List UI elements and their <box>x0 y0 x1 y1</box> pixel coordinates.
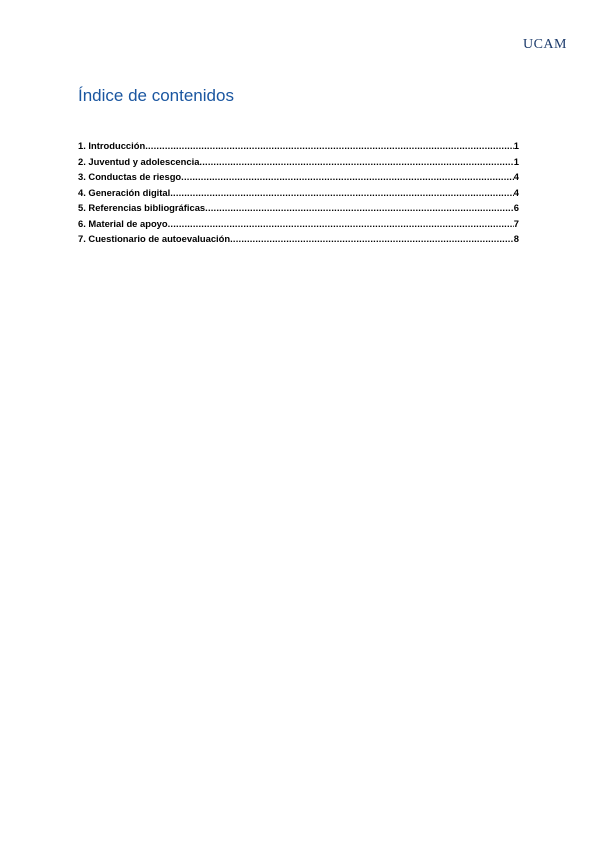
toc-entry-title: 4. Generación digital <box>78 186 171 198</box>
toc-entry-page: 4 <box>513 186 519 198</box>
toc-entry-page: 6 <box>513 202 519 213</box>
toc-dot-leader <box>145 138 514 154</box>
toc-dot-leader <box>181 169 514 185</box>
page-title: Índice de contenidos <box>78 86 234 105</box>
toc-entry-introduccion[interactable] <box>78 138 519 154</box>
toc-dot-leader <box>170 185 514 201</box>
toc-entry-page: 8 <box>513 233 519 244</box>
toc-dot-leader <box>205 200 514 216</box>
toc-entry-title: 2. Juventud y adolescencia <box>78 155 200 167</box>
toc-entry-generacion[interactable] <box>78 185 519 201</box>
toc-entry-juventud[interactable] <box>78 154 519 170</box>
toc-entry-title: 5. Referencias bibliográficas <box>78 202 206 213</box>
toc-entry-page: 1 <box>513 155 519 167</box>
toc-entry-page: 7 <box>513 217 519 229</box>
toc-entry-title: 6. Material de apoyo <box>78 217 168 229</box>
toc-entry-page: 1 <box>513 140 519 151</box>
toc-entry-page: 4 <box>513 171 519 182</box>
table-of-contents <box>78 138 519 247</box>
toc-dot-leader <box>199 154 513 170</box>
toc-entry-material[interactable] <box>78 216 519 232</box>
toc-dot-leader <box>230 231 514 247</box>
toc-entry-referencias[interactable] <box>78 200 519 216</box>
ucam-logo: UCAM <box>522 37 567 52</box>
toc-dot-leader <box>168 216 514 232</box>
toc-entry-title: 1. Introducción <box>78 140 146 151</box>
toc-entry-title: 7. Cuestionario de autoevaluación <box>78 233 231 244</box>
toc-entry-cuestionario[interactable] <box>78 231 519 247</box>
toc-entry-title: 3. Conductas de riesgo <box>78 171 182 182</box>
toc-entry-conductas[interactable] <box>78 169 519 185</box>
